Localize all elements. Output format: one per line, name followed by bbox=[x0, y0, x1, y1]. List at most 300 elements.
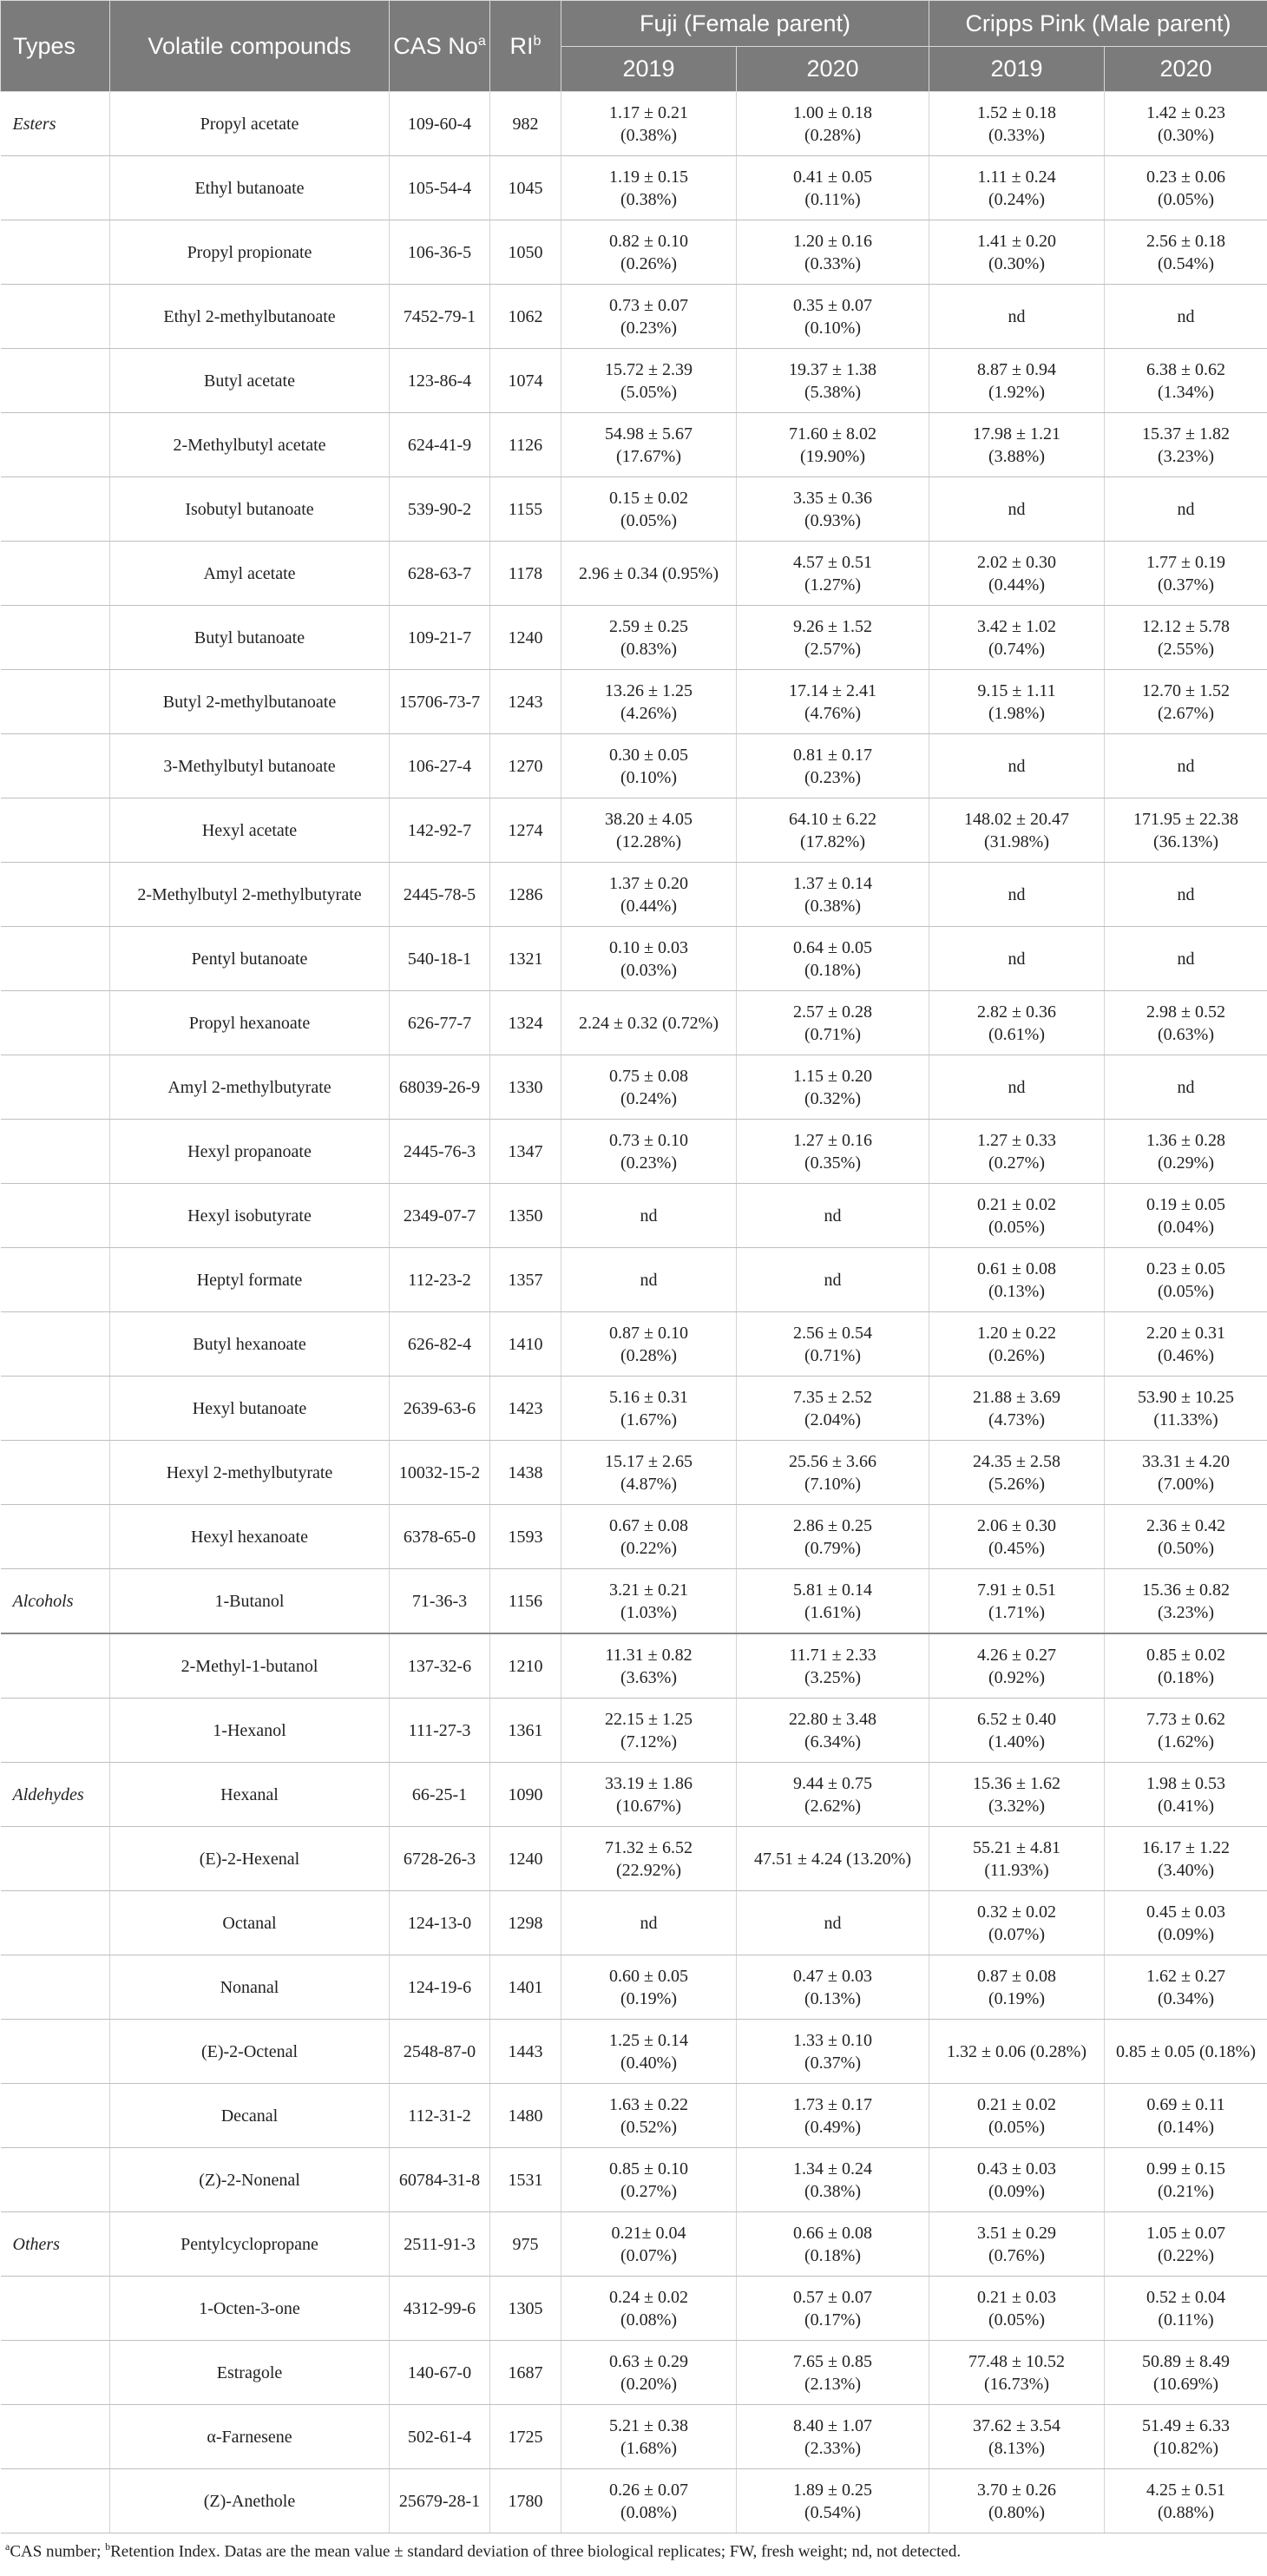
cell-c20: 16.17 ± 1.22 (3.40%) bbox=[1105, 1827, 1267, 1891]
cell-ri: 1286 bbox=[490, 863, 561, 927]
table-body bbox=[1, 92, 1267, 2533]
table-row bbox=[1, 92, 1267, 156]
cell-f19: 15.72 ± 2.39 (5.05%) bbox=[561, 349, 737, 413]
cell-f20: 9.44 ± 0.75 (2.62%) bbox=[737, 1763, 929, 1827]
cell-cas: 539-90-2 bbox=[390, 477, 490, 542]
cell-cas: 7452-79-1 bbox=[390, 285, 490, 349]
cell-ri: 1156 bbox=[490, 1569, 561, 1634]
cell-c20: 0.19 ± 0.05 (0.04%) bbox=[1105, 1184, 1267, 1248]
cell-c19: 0.87 ± 0.08 (0.19%) bbox=[929, 1955, 1105, 2020]
cell-c20: nd bbox=[1105, 285, 1267, 349]
cell-c20: 171.95 ± 22.38 (36.13%) bbox=[1105, 798, 1267, 863]
cell-f19: 11.31 ± 0.82 (3.63%) bbox=[561, 1633, 737, 1699]
cell-type bbox=[1, 1377, 110, 1441]
cell-f20: 5.81 ± 0.14 (1.61%) bbox=[737, 1569, 929, 1634]
cell-f20: 17.14 ± 2.41 (4.76%) bbox=[737, 670, 929, 734]
cell-cas: 106-36-5 bbox=[390, 220, 490, 285]
cell-f20: 2.86 ± 0.25 (0.79%) bbox=[737, 1505, 929, 1569]
cell-name: 1-Butanol bbox=[110, 1569, 390, 1634]
cell-type: Aldehydes bbox=[1, 1763, 110, 1827]
cell-c19: 2.82 ± 0.36 (0.61%) bbox=[929, 991, 1105, 1055]
cell-f20: 0.66 ± 0.08 (0.18%) bbox=[737, 2212, 929, 2277]
header-fuji-2019: 2019 bbox=[561, 47, 737, 92]
table-row bbox=[1, 798, 1267, 863]
cell-type: Others bbox=[1, 2212, 110, 2277]
cell-name: Hexyl isobutyrate bbox=[110, 1184, 390, 1248]
cell-f19: 0.67 ± 0.08 (0.22%) bbox=[561, 1505, 737, 1569]
cell-c20: 0.23 ± 0.05 (0.05%) bbox=[1105, 1248, 1267, 1312]
cell-type bbox=[1, 2084, 110, 2148]
cell-name: (E)-2-Hexenal bbox=[110, 1827, 390, 1891]
table-row bbox=[1, 1120, 1267, 1184]
header-cripps: Cripps Pink (Male parent) bbox=[929, 1, 1267, 47]
cell-name: Propyl acetate bbox=[110, 92, 390, 156]
cell-f20: 1.27 ± 0.16 (0.35%) bbox=[737, 1120, 929, 1184]
cell-type bbox=[1, 863, 110, 927]
cell-type bbox=[1, 1955, 110, 2020]
cell-c19: nd bbox=[929, 285, 1105, 349]
header-cripps-2020: 2020 bbox=[1105, 47, 1267, 92]
cell-c19: 3.70 ± 0.26 (0.80%) bbox=[929, 2469, 1105, 2533]
cell-cas: 140-67-0 bbox=[390, 2341, 490, 2405]
cell-ri: 1330 bbox=[490, 1055, 561, 1120]
cell-f20: nd bbox=[737, 1891, 929, 1955]
cell-c20: 1.42 ± 0.23 (0.30%) bbox=[1105, 92, 1267, 156]
table-row bbox=[1, 2212, 1267, 2277]
table-row bbox=[1, 2405, 1267, 2469]
cell-f19: 1.63 ± 0.22 (0.52%) bbox=[561, 2084, 737, 2148]
cell-type bbox=[1, 2277, 110, 2341]
cell-cas: 112-23-2 bbox=[390, 1248, 490, 1312]
cell-ri: 1126 bbox=[490, 413, 561, 477]
cell-ri: 1210 bbox=[490, 1633, 561, 1699]
table-row bbox=[1, 542, 1267, 606]
cell-c19: 24.35 ± 2.58 (5.26%) bbox=[929, 1441, 1105, 1505]
table-row bbox=[1, 156, 1267, 220]
table-row bbox=[1, 2341, 1267, 2405]
cell-name: (E)-2-Octenal bbox=[110, 2020, 390, 2084]
table-row bbox=[1, 670, 1267, 734]
cell-c19: nd bbox=[929, 927, 1105, 991]
cell-type bbox=[1, 220, 110, 285]
cell-f20: nd bbox=[737, 1248, 929, 1312]
cell-name: Amyl 2-methylbutyrate bbox=[110, 1055, 390, 1120]
cell-cas: 502-61-4 bbox=[390, 2405, 490, 2469]
cell-f20: 7.65 ± 0.85 (2.13%) bbox=[737, 2341, 929, 2405]
cell-cas: 106-27-4 bbox=[390, 734, 490, 798]
cell-name: Hexyl acetate bbox=[110, 798, 390, 863]
cell-c20: 1.05 ± 0.07 (0.22%) bbox=[1105, 2212, 1267, 2277]
cell-ri: 1155 bbox=[490, 477, 561, 542]
cell-f19: 0.87 ± 0.10 (0.28%) bbox=[561, 1312, 737, 1377]
cell-ri: 1347 bbox=[490, 1120, 561, 1184]
cell-f19: 5.16 ± 0.31 (1.67%) bbox=[561, 1377, 737, 1441]
cell-name: 2-Methylbutyl acetate bbox=[110, 413, 390, 477]
cell-type bbox=[1, 285, 110, 349]
cell-ri: 1357 bbox=[490, 1248, 561, 1312]
cell-f19: 0.24 ± 0.02 (0.08%) bbox=[561, 2277, 737, 2341]
cell-ri: 1074 bbox=[490, 349, 561, 413]
cell-f19: 0.21± 0.04 (0.07%) bbox=[561, 2212, 737, 2277]
cell-f19: 22.15 ± 1.25 (7.12%) bbox=[561, 1699, 737, 1763]
header-fuji: Fuji (Female parent) bbox=[561, 1, 929, 47]
cell-c20: 1.62 ± 0.27 (0.34%) bbox=[1105, 1955, 1267, 2020]
cell-name: Butyl acetate bbox=[110, 349, 390, 413]
table-row bbox=[1, 1569, 1267, 1634]
cell-ri: 1243 bbox=[490, 670, 561, 734]
cell-c20: 51.49 ± 6.33 (10.82%) bbox=[1105, 2405, 1267, 2469]
cell-name: 3-Methylbutyl butanoate bbox=[110, 734, 390, 798]
cell-ri: 1423 bbox=[490, 1377, 561, 1441]
cell-cas: 124-13-0 bbox=[390, 1891, 490, 1955]
cell-c20: 0.99 ± 0.15 (0.21%) bbox=[1105, 2148, 1267, 2212]
cell-type bbox=[1, 1505, 110, 1569]
cell-f20: 11.71 ± 2.33 (3.25%) bbox=[737, 1633, 929, 1699]
cell-ri: 1410 bbox=[490, 1312, 561, 1377]
cell-f19: 0.73 ± 0.10 (0.23%) bbox=[561, 1120, 737, 1184]
cell-ri: 1274 bbox=[490, 798, 561, 863]
cell-c20: 0.85 ± 0.05 (0.18%) bbox=[1105, 2020, 1267, 2084]
cell-f19: nd bbox=[561, 1184, 737, 1248]
cell-name: Butyl butanoate bbox=[110, 606, 390, 670]
cell-c19: 77.48 ± 10.52 (16.73%) bbox=[929, 2341, 1105, 2405]
cell-ri: 982 bbox=[490, 92, 561, 156]
cell-ri: 1045 bbox=[490, 156, 561, 220]
cell-f19: 0.60 ± 0.05 (0.19%) bbox=[561, 1955, 737, 2020]
cell-cas: 123-86-4 bbox=[390, 349, 490, 413]
cell-f19: 0.10 ± 0.03 (0.03%) bbox=[561, 927, 737, 991]
cell-c20: 12.12 ± 5.78 (2.55%) bbox=[1105, 606, 1267, 670]
cell-ri: 1350 bbox=[490, 1184, 561, 1248]
table-row bbox=[1, 477, 1267, 542]
cell-ri: 1298 bbox=[490, 1891, 561, 1955]
cell-type bbox=[1, 477, 110, 542]
cell-name: Heptyl formate bbox=[110, 1248, 390, 1312]
cell-type bbox=[1, 1891, 110, 1955]
cell-ri: 1780 bbox=[490, 2469, 561, 2533]
cell-type bbox=[1, 2148, 110, 2212]
cell-c19: 0.61 ± 0.08 (0.13%) bbox=[929, 1248, 1105, 1312]
cell-ri: 1361 bbox=[490, 1699, 561, 1763]
cell-type bbox=[1, 734, 110, 798]
cell-c19: 1.52 ± 0.18 (0.33%) bbox=[929, 92, 1105, 156]
cell-c20: 0.52 ± 0.04 (0.11%) bbox=[1105, 2277, 1267, 2341]
cell-cas: 4312-99-6 bbox=[390, 2277, 490, 2341]
table-row bbox=[1, 1955, 1267, 2020]
cell-type bbox=[1, 1312, 110, 1377]
cell-f20: 1.89 ± 0.25 (0.54%) bbox=[737, 2469, 929, 2533]
cell-f19: 38.20 ± 4.05 (12.28%) bbox=[561, 798, 737, 863]
cell-c19: 15.36 ± 1.62 (3.32%) bbox=[929, 1763, 1105, 1827]
cell-ri: 1443 bbox=[490, 2020, 561, 2084]
cell-type bbox=[1, 606, 110, 670]
cell-f20: 0.41 ± 0.05 (0.11%) bbox=[737, 156, 929, 220]
table-row bbox=[1, 1891, 1267, 1955]
cell-cas: 2445-76-3 bbox=[390, 1120, 490, 1184]
cell-f19: 13.26 ± 1.25 (4.26%) bbox=[561, 670, 737, 734]
cell-cas: 10032-15-2 bbox=[390, 1441, 490, 1505]
cell-f20: 8.40 ± 1.07 (2.33%) bbox=[737, 2405, 929, 2469]
cell-ri: 1438 bbox=[490, 1441, 561, 1505]
cell-cas: 71-36-3 bbox=[390, 1569, 490, 1634]
header-cripps-2019: 2019 bbox=[929, 47, 1105, 92]
cell-f19: 0.73 ± 0.07 (0.23%) bbox=[561, 285, 737, 349]
cell-type bbox=[1, 1699, 110, 1763]
cell-cas: 2511-91-3 bbox=[390, 2212, 490, 2277]
cell-f19: 2.96 ± 0.34 (0.95%) bbox=[561, 542, 737, 606]
cell-name: (Z)-2-Nonenal bbox=[110, 2148, 390, 2212]
cell-c20: 0.85 ± 0.02 (0.18%) bbox=[1105, 1633, 1267, 1699]
cell-c19: 1.32 ± 0.06 (0.28%) bbox=[929, 2020, 1105, 2084]
cell-type bbox=[1, 991, 110, 1055]
table-row bbox=[1, 1184, 1267, 1248]
cell-f19: 1.17 ± 0.21 (0.38%) bbox=[561, 92, 737, 156]
cell-cas: 137-32-6 bbox=[390, 1633, 490, 1699]
cell-c20: 4.25 ± 0.51 (0.88%) bbox=[1105, 2469, 1267, 2533]
cell-type bbox=[1, 413, 110, 477]
header-fuji-2020: 2020 bbox=[737, 47, 929, 92]
cell-name: Nonanal bbox=[110, 1955, 390, 2020]
table-row bbox=[1, 863, 1267, 927]
cell-cas: 109-21-7 bbox=[390, 606, 490, 670]
cell-cas: 142-92-7 bbox=[390, 798, 490, 863]
cell-c19: 0.32 ± 0.02 (0.07%) bbox=[929, 1891, 1105, 1955]
cell-f20: nd bbox=[737, 1184, 929, 1248]
cell-name: (Z)-Anethole bbox=[110, 2469, 390, 2533]
table-row bbox=[1, 1827, 1267, 1891]
cell-f20: 64.10 ± 6.22 (17.82%) bbox=[737, 798, 929, 863]
cell-f20: 47.51 ± 4.24 (13.20%) bbox=[737, 1827, 929, 1891]
cell-type bbox=[1, 2469, 110, 2533]
cell-c20: 50.89 ± 8.49 (10.69%) bbox=[1105, 2341, 1267, 2405]
cell-name: 1-Hexanol bbox=[110, 1699, 390, 1763]
table-footnote: $^a$CAS number; $^b$Retention Index. Datas are the mean value ± standard deviation of three biological replicates; FW, fresh weight; nd, not detected. bbox=[5, 2540, 962, 2561]
table-row bbox=[1, 220, 1267, 285]
cell-c20: 2.56 ± 0.18 (0.54%) bbox=[1105, 220, 1267, 285]
cell-c19: 2.02 ± 0.30 (0.44%) bbox=[929, 542, 1105, 606]
cell-name: Hexyl propanoate bbox=[110, 1120, 390, 1184]
cell-f20: 19.37 ± 1.38 (5.38%) bbox=[737, 349, 929, 413]
cell-name: 1-Octen-3-one bbox=[110, 2277, 390, 2341]
cell-c19: 0.43 ± 0.03 (0.09%) bbox=[929, 2148, 1105, 2212]
cell-f20: 1.20 ± 0.16 (0.33%) bbox=[737, 220, 929, 285]
table-row bbox=[1, 1505, 1267, 1569]
cell-f20: 1.00 ± 0.18 (0.28%) bbox=[737, 92, 929, 156]
cell-name: Hexanal bbox=[110, 1763, 390, 1827]
table-row bbox=[1, 349, 1267, 413]
cell-f20: 7.35 ± 2.52 (2.04%) bbox=[737, 1377, 929, 1441]
cell-f19: 1.25 ± 0.14 (0.40%) bbox=[561, 2020, 737, 2084]
cell-f20: 4.57 ± 0.51 (1.27%) bbox=[737, 542, 929, 606]
cell-ri: 1321 bbox=[490, 927, 561, 991]
cell-type: Alcohols bbox=[1, 1569, 110, 1634]
cell-f20: 71.60 ± 8.02 (19.90%) bbox=[737, 413, 929, 477]
cell-c20: 12.70 ± 1.52 (2.67%) bbox=[1105, 670, 1267, 734]
cell-cas: 105-54-4 bbox=[390, 156, 490, 220]
cell-cas: 25679-28-1 bbox=[390, 2469, 490, 2533]
table-row bbox=[1, 1763, 1267, 1827]
cell-ri: 1270 bbox=[490, 734, 561, 798]
cell-cas: 111-27-3 bbox=[390, 1699, 490, 1763]
header-types: Types bbox=[1, 1, 110, 92]
cell-type bbox=[1, 542, 110, 606]
cell-ri: 1725 bbox=[490, 2405, 561, 2469]
cell-f19: 0.75 ± 0.08 (0.24%) bbox=[561, 1055, 737, 1120]
cell-f20: 2.57 ± 0.28 (0.71%) bbox=[737, 991, 929, 1055]
cell-f19: 5.21 ± 0.38 (1.68%) bbox=[561, 2405, 737, 2469]
cell-ri: 1531 bbox=[490, 2148, 561, 2212]
cell-name: 2-Methyl-1-butanol bbox=[110, 1633, 390, 1699]
cell-f20: 1.34 ± 0.24 (0.38%) bbox=[737, 2148, 929, 2212]
table-row bbox=[1, 606, 1267, 670]
cell-c19: nd bbox=[929, 734, 1105, 798]
table-row bbox=[1, 2020, 1267, 2084]
cell-name: 2-Methylbutyl 2-methylbutyrate bbox=[110, 863, 390, 927]
cell-name: Isobutyl butanoate bbox=[110, 477, 390, 542]
cell-c19: 8.87 ± 0.94 (1.92%) bbox=[929, 349, 1105, 413]
cell-c19: 55.21 ± 4.81 (11.93%) bbox=[929, 1827, 1105, 1891]
cell-f20: 1.37 ± 0.14 (0.38%) bbox=[737, 863, 929, 927]
cell-f20: 0.35 ± 0.07 (0.10%) bbox=[737, 285, 929, 349]
cell-c19: 1.41 ± 0.20 (0.30%) bbox=[929, 220, 1105, 285]
cell-f19: 0.85 ± 0.10 (0.27%) bbox=[561, 2148, 737, 2212]
cell-f20: 1.15 ± 0.20 (0.32%) bbox=[737, 1055, 929, 1120]
cell-c19: 1.11 ± 0.24 (0.24%) bbox=[929, 156, 1105, 220]
cell-c20: 53.90 ± 10.25 (11.33%) bbox=[1105, 1377, 1267, 1441]
cell-c19: 17.98 ± 1.21 (3.88%) bbox=[929, 413, 1105, 477]
cell-c20: nd bbox=[1105, 1055, 1267, 1120]
cell-type bbox=[1, 1441, 110, 1505]
cell-c20: 2.20 ± 0.31 (0.46%) bbox=[1105, 1312, 1267, 1377]
cell-c19: 21.88 ± 3.69 (4.73%) bbox=[929, 1377, 1105, 1441]
cell-cas: 540-18-1 bbox=[390, 927, 490, 991]
cell-cas: 2445-78-5 bbox=[390, 863, 490, 927]
cell-f20: 9.26 ± 1.52 (2.57%) bbox=[737, 606, 929, 670]
cell-name: Decanal bbox=[110, 2084, 390, 2148]
table-row bbox=[1, 927, 1267, 991]
cell-c19: 3.42 ± 1.02 (0.74%) bbox=[929, 606, 1105, 670]
cell-c19: nd bbox=[929, 1055, 1105, 1120]
cell-cas: 15706-73-7 bbox=[390, 670, 490, 734]
cell-f20: 3.35 ± 0.36 (0.93%) bbox=[737, 477, 929, 542]
table-row bbox=[1, 1699, 1267, 1763]
header-ri: $RI^b$ bbox=[490, 1, 561, 92]
cell-c20: 0.69 ± 0.11 (0.14%) bbox=[1105, 2084, 1267, 2148]
cell-c20: 1.77 ± 0.19 (0.37%) bbox=[1105, 542, 1267, 606]
cell-c19: 0.21 ± 0.03 (0.05%) bbox=[929, 2277, 1105, 2341]
cell-f19: nd bbox=[561, 1891, 737, 1955]
cell-f19: 54.98 ± 5.67 (17.67%) bbox=[561, 413, 737, 477]
cell-cas: 109-60-4 bbox=[390, 92, 490, 156]
cell-c19: 1.20 ± 0.22 (0.26%) bbox=[929, 1312, 1105, 1377]
cell-cas: 6378-65-0 bbox=[390, 1505, 490, 1569]
header-cas: CAS No$^a$ bbox=[390, 1, 490, 92]
table-row bbox=[1, 1312, 1267, 1377]
cell-f20: 0.81 ± 0.17 (0.23%) bbox=[737, 734, 929, 798]
cell-name: α-Farnesene bbox=[110, 2405, 390, 2469]
cell-f19: 33.19 ± 1.86 (10.67%) bbox=[561, 1763, 737, 1827]
cell-cas: 124-19-6 bbox=[390, 1955, 490, 2020]
cell-name: Propyl propionate bbox=[110, 220, 390, 285]
cell-f20: 22.80 ± 3.48 (6.34%) bbox=[737, 1699, 929, 1763]
cell-ri: 1240 bbox=[490, 1827, 561, 1891]
cell-c20: 6.38 ± 0.62 (1.34%) bbox=[1105, 349, 1267, 413]
cell-ri: 1401 bbox=[490, 1955, 561, 2020]
cell-type bbox=[1, 156, 110, 220]
cell-ri: 1050 bbox=[490, 220, 561, 285]
cell-c20: 7.73 ± 0.62 (1.62%) bbox=[1105, 1699, 1267, 1763]
table-row bbox=[1, 413, 1267, 477]
table-row bbox=[1, 2469, 1267, 2533]
cell-type bbox=[1, 1827, 110, 1891]
cell-ri: 975 bbox=[490, 2212, 561, 2277]
cell-c19: 7.91 ± 0.51 (1.71%) bbox=[929, 1569, 1105, 1634]
cell-c20: 33.31 ± 4.20 (7.00%) bbox=[1105, 1441, 1267, 1505]
cell-f20: 1.33 ± 0.10 (0.37%) bbox=[737, 2020, 929, 2084]
cell-c20: 0.23 ± 0.06 (0.05%) bbox=[1105, 156, 1267, 220]
cell-c20: 2.36 ± 0.42 (0.50%) bbox=[1105, 1505, 1267, 1569]
cell-name: Pentyl butanoate bbox=[110, 927, 390, 991]
cell-f19: 0.82 ± 0.10 (0.26%) bbox=[561, 220, 737, 285]
cell-type bbox=[1, 2341, 110, 2405]
table-row bbox=[1, 285, 1267, 349]
cell-c20: 15.37 ± 1.82 (3.23%) bbox=[1105, 413, 1267, 477]
cell-ri: 1178 bbox=[490, 542, 561, 606]
cell-name: Amyl acetate bbox=[110, 542, 390, 606]
table-row bbox=[1, 1055, 1267, 1120]
cell-c20: 1.36 ± 0.28 (0.29%) bbox=[1105, 1120, 1267, 1184]
cell-c19: nd bbox=[929, 477, 1105, 542]
cell-f19: 0.63 ± 0.29 (0.20%) bbox=[561, 2341, 737, 2405]
cell-c19: 4.26 ± 0.27 (0.92%) bbox=[929, 1633, 1105, 1699]
cell-c19: 148.02 ± 20.47 (31.98%) bbox=[929, 798, 1105, 863]
cell-f19: 3.21 ± 0.21 (1.03%) bbox=[561, 1569, 737, 1634]
cell-f20: 1.73 ± 0.17 (0.49%) bbox=[737, 2084, 929, 2148]
cell-type bbox=[1, 927, 110, 991]
cell-f20: 2.56 ± 0.54 (0.71%) bbox=[737, 1312, 929, 1377]
table-row bbox=[1, 2084, 1267, 2148]
cell-ri: 1480 bbox=[490, 2084, 561, 2148]
cell-c20: 2.98 ± 0.52 (0.63%) bbox=[1105, 991, 1267, 1055]
table-row bbox=[1, 1441, 1267, 1505]
cell-name: Ethyl 2-methylbutanoate bbox=[110, 285, 390, 349]
cell-cas: 628-63-7 bbox=[390, 542, 490, 606]
cell-c19: 0.21 ± 0.02 (0.05%) bbox=[929, 2084, 1105, 2148]
cell-cas: 2639-63-6 bbox=[390, 1377, 490, 1441]
cell-c20: nd bbox=[1105, 477, 1267, 542]
cell-c20: 15.36 ± 0.82 (3.23%) bbox=[1105, 1569, 1267, 1634]
cell-f19: 1.37 ± 0.20 (0.44%) bbox=[561, 863, 737, 927]
cell-cas: 66-25-1 bbox=[390, 1763, 490, 1827]
cell-ri: 1687 bbox=[490, 2341, 561, 2405]
cell-name: Butyl hexanoate bbox=[110, 1312, 390, 1377]
cell-type bbox=[1, 1120, 110, 1184]
cell-f19: 1.19 ± 0.15 (0.38%) bbox=[561, 156, 737, 220]
cell-cas: 60784-31-8 bbox=[390, 2148, 490, 2212]
cell-ri: 1062 bbox=[490, 285, 561, 349]
cell-ri: 1090 bbox=[490, 1763, 561, 1827]
cell-type bbox=[1, 1055, 110, 1120]
cell-f20: 0.47 ± 0.03 (0.13%) bbox=[737, 1955, 929, 2020]
cell-name: Estragole bbox=[110, 2341, 390, 2405]
table-row bbox=[1, 1633, 1267, 1699]
cell-cas: 2548-87-0 bbox=[390, 2020, 490, 2084]
cell-cas: 112-31-2 bbox=[390, 2084, 490, 2148]
cell-cas: 2349-07-7 bbox=[390, 1184, 490, 1248]
cell-f19: nd bbox=[561, 1248, 737, 1312]
cell-c19: 6.52 ± 0.40 (1.40%) bbox=[929, 1699, 1105, 1763]
cell-type bbox=[1, 1248, 110, 1312]
